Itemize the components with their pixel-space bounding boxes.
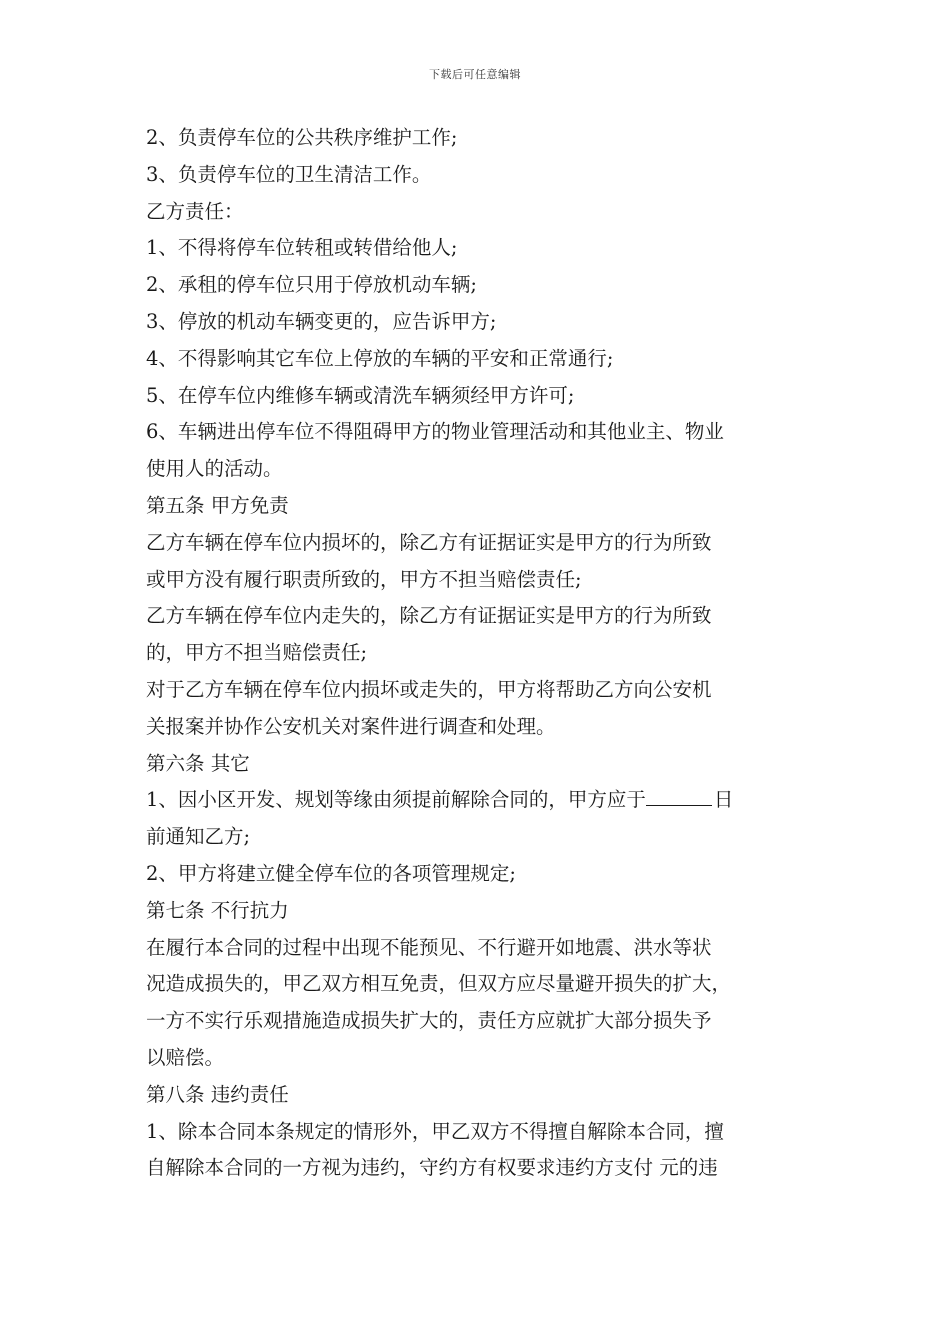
text-line: 6、车辆进出停车位不得阻碍甲方的物业管理活动和其他业主、物业 [146, 420, 724, 444]
fill-in-blank [646, 783, 712, 806]
article-heading: 第六条 其它 [146, 751, 250, 775]
text-line: 以赔偿。 [146, 1045, 225, 1069]
text-line: 况造成损失的，甲乙双方相互免责，但双方应尽量避开损失的扩大， [146, 972, 732, 996]
text-line: 一方不实行乐观措施造成损失扩大的，责任方应就扩大部分损失予 [146, 1009, 712, 1033]
text-line: 1、不得将停车位转租或转借给他人; [146, 236, 458, 260]
text-line: 前通知乙方; [146, 825, 251, 849]
text-line: 关报案并协作公安机关对案件进行调查和处理。 [146, 714, 556, 738]
text-line: 1、除本合同本条规定的情形外，甲乙双方不得擅自解除本合同，擅 [146, 1119, 724, 1143]
text-line: 或甲方没有履行职责所致的，甲方不担当赔偿责任; [146, 567, 582, 591]
text-line: 2、甲方将建立健全停车位的各项管理规定; [146, 861, 516, 885]
header-note: 下载后可任意编辑 [429, 68, 521, 81]
article-heading: 第五条 甲方免责 [146, 493, 289, 517]
text-line: 3、负责停车位的卫生清洁工作。 [146, 162, 432, 186]
text-line: 使用人的活动。 [146, 457, 283, 481]
text-line: 3、停放的机动车辆变更的，应告诉甲方; [146, 309, 497, 333]
text-line: 的，甲方不担当赔偿责任; [146, 641, 368, 665]
text-line: 2、负责停车位的公共秩序维护工作; [146, 126, 458, 149]
document-body [146, 120, 810, 1187]
text-line-with-blank [146, 782, 810, 819]
article-heading: 第八条 违约责任 [146, 1082, 289, 1106]
text-line: 自解除本合同的一方视为违约，守约方有权要求违约方支付 元的违 [146, 1156, 718, 1180]
article-heading: 第七条 不行抗力 [146, 898, 289, 922]
text-segment: 日 [713, 788, 734, 812]
text-line: 乙方车辆在停车位内走失的，除乙方有证据证实是甲方的行为所致 [146, 604, 712, 628]
text-line: 在履行本合同的过程中出现不能预见、不行避开如地震、洪水等状 [146, 935, 712, 959]
text-line: 4、不得影响其它车位上停放的车辆的平安和正常通行; [146, 346, 614, 370]
text-line: 对于乙方车辆在停车位内损坏或走失的，甲方将帮助乙方向公安机 [146, 677, 712, 701]
text-line: 乙方车辆在停车位内损坏的，除乙方有证据证实是甲方的行为所致 [146, 530, 712, 554]
section-heading: 乙方责任： [146, 199, 244, 223]
text-line: 5、在停车位内维修车辆或清洗车辆须经甲方许可; [146, 383, 575, 407]
text-segment: 1、因小区开发、规划等缘由须提前解除合同的，甲方应于 [146, 788, 646, 812]
text-line: 2、承租的停车位只用于停放机动车辆; [146, 273, 477, 297]
